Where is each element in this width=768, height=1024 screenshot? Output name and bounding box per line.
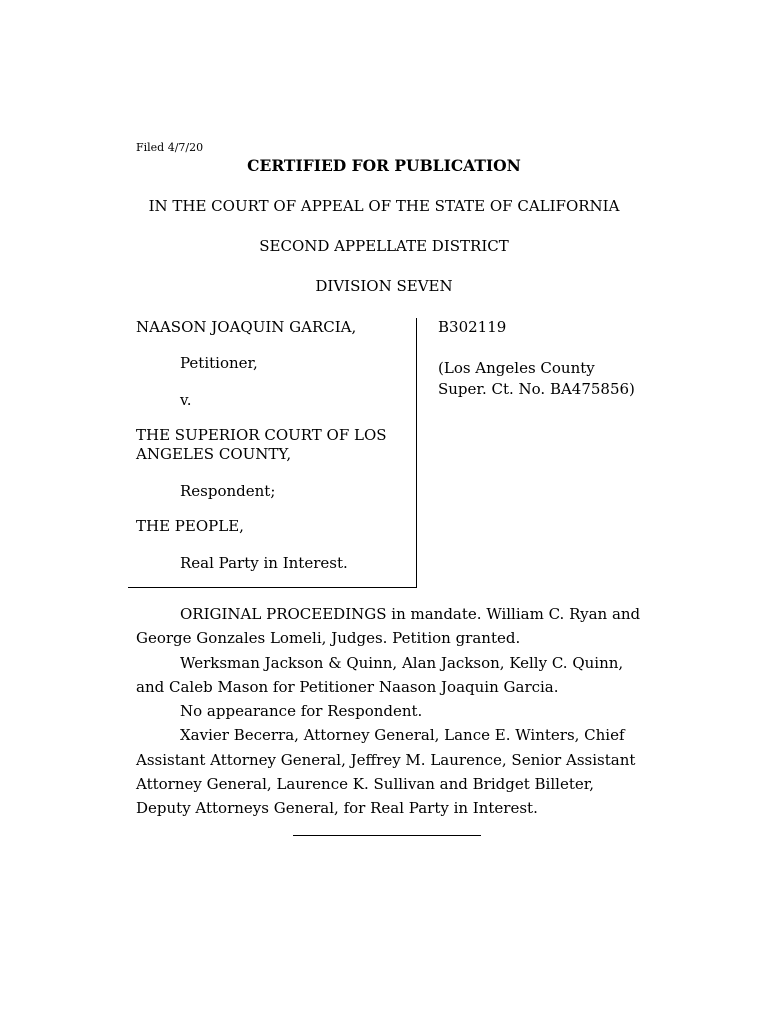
real-party-counsel-paragraph: Xavier Becerra, Attorney General, Lance E. Winters, Chief Assistant Attorney General, Jeffrey M. Laurence, Senior Assistant Attorney General, Laurence K. Sullivan and Bridget Billeter, Deputy Attorneys General, for Real Party in Interest. xyxy=(136,726,636,818)
petitioner-role: Petitioner, xyxy=(180,354,258,372)
proceedings-paragraph: ORIGINAL PROCEEDINGS in mandate. William C. Ryan and George Gonzales Lomeli, Judges. Petition granted. xyxy=(136,605,641,648)
section-separator xyxy=(293,835,481,836)
district-heading: SECOND APPELLATE DISTRICT xyxy=(259,237,509,255)
respondent-name-line2: ANGELES COUNTY, xyxy=(136,445,292,463)
versus: v. xyxy=(180,391,192,409)
respondent-role: Respondent; xyxy=(180,482,276,500)
filed-date: Filed 4/7/20 xyxy=(136,141,204,154)
certified-heading: CERTIFIED FOR PUBLICATION xyxy=(247,156,521,175)
caption-bottom-rule xyxy=(128,587,417,588)
respondent-name-line1: THE SUPERIOR COURT OF LOS xyxy=(136,426,387,444)
petitioner-name: NAASON JOAQUIN GARCIA, xyxy=(136,318,357,336)
real-party-name: THE PEOPLE, xyxy=(136,517,244,535)
division-heading: DIVISION SEVEN xyxy=(315,277,453,295)
court-heading: IN THE COURT OF APPEAL OF THE STATE OF CALIFORNIA xyxy=(148,197,620,215)
real-party-role: Real Party in Interest. xyxy=(180,554,348,572)
case-number: B302119 xyxy=(438,318,507,336)
trial-court-line1: (Los Angeles County xyxy=(438,359,595,377)
opinion-body xyxy=(136,602,646,821)
caption-vertical-rule xyxy=(416,318,417,588)
petitioner-counsel-paragraph: Werksman Jackson & Quinn, Alan Jackson, Kelly C. Quinn, and Caleb Mason for Petitioner Naason Joaquin Garcia. xyxy=(136,653,624,696)
respondent-appearance-paragraph: No appearance for Respondent. xyxy=(180,702,423,721)
trial-court-line2: Super. Ct. No. BA475856) xyxy=(438,380,635,398)
